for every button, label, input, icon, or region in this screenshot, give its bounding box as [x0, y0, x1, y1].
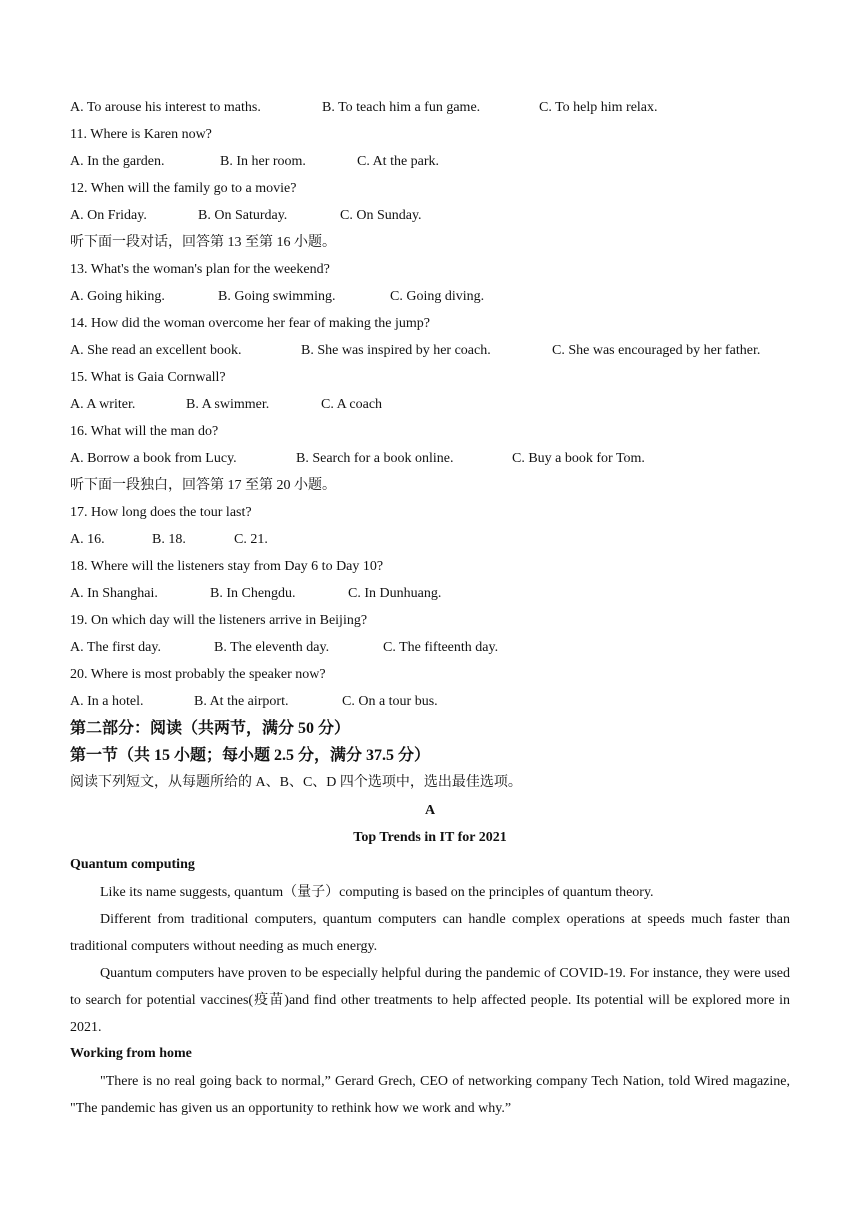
- q12-options: [70, 206, 422, 226]
- option-a: A. In Shanghai.: [70, 586, 158, 601]
- option-a: A. The first day.: [70, 640, 161, 655]
- option-a: A. In a hotel.: [70, 694, 144, 709]
- option-b: B. A swimmer.: [186, 397, 270, 412]
- question-15: 15. What is Gaia Cornwall?: [70, 370, 226, 385]
- question-16: 16. What will the man do?: [70, 424, 219, 439]
- q20-options: [70, 692, 438, 712]
- q14-options: [70, 341, 760, 361]
- question-12: 12. When will the family go to a movie?: [70, 181, 297, 196]
- option-b: B. In Chengdu.: [210, 586, 296, 601]
- option-b: B. In her room.: [220, 154, 306, 169]
- q16-options: [70, 449, 645, 469]
- q11-options: [70, 152, 439, 172]
- option-c: C. She was encouraged by her father.: [552, 343, 761, 358]
- instruction-17-20: 听下面一段独白，回答第 17 至第 20 小题。: [70, 478, 336, 493]
- question-13: 13. What's the woman's plan for the weekend?: [70, 262, 330, 277]
- option-b: B. Going swimming.: [218, 289, 336, 304]
- option-a: A. She read an excellent book.: [70, 343, 242, 358]
- question-19: 19. On which day will the listeners arrive in Beijing?: [70, 613, 368, 628]
- instruction-13-16: 听下面一段对话，回答第 13 至第 16 小题。: [70, 235, 336, 250]
- option-b: B. On Saturday.: [198, 208, 288, 223]
- part-two-heading: 第二部分：阅读（共两节，满分 50 分）: [70, 720, 351, 737]
- option-b: B. She was inspired by her coach.: [301, 343, 491, 358]
- q19-options: [70, 638, 498, 658]
- option-c: C. The fifteenth day.: [383, 640, 499, 655]
- question-11: 11. Where is Karen now?: [70, 127, 212, 142]
- option-c: C. To help him relax.: [539, 100, 658, 115]
- option-c: C. At the park.: [357, 154, 440, 169]
- paragraph-2: Different from traditional computers, quantum computers can handle complex operations at speeds much faster than traditional computers without needing as much energy.: [70, 912, 790, 954]
- option-a: A. Borrow a book from Lucy.: [70, 451, 237, 466]
- passage-letter: A: [424, 803, 436, 818]
- option-b: B. At the airport.: [194, 694, 289, 709]
- question-20: 20. Where is most probably the speaker now?: [70, 667, 326, 682]
- paragraph-3: Quantum computers have proven to be especially helpful during the pandemic of COVID-19. For instance, they were used to search for potential vaccines(疫苗)and find other treatments to help affected people. Its potential will be explored more in 2021.: [70, 966, 790, 1035]
- option-b: B. Search for a book online.: [296, 451, 454, 466]
- subheading-working-from-home: Working from home: [70, 1046, 192, 1061]
- subheading-quantum-computing: Quantum computing: [70, 857, 195, 872]
- option-a: A. On Friday.: [70, 208, 147, 223]
- option-a: A. To arouse his interest to maths.: [70, 100, 261, 115]
- paragraph-4: "There is no real going back to normal,” Gerard Grech, CEO of networking company Tech Nation, told Wired magazine, "The pandemic has given us an opportunity to rethink how we work and why.”: [70, 1074, 790, 1116]
- option-c: C. A coach: [321, 397, 383, 412]
- option-a: A. A writer.: [70, 397, 136, 412]
- question-17: 17. How long does the tour last?: [70, 505, 252, 520]
- q18-options: [70, 584, 441, 604]
- option-c: C. On Sunday.: [340, 208, 422, 223]
- option-c: C. In Dunhuang.: [348, 586, 442, 601]
- q10-options: [70, 98, 658, 118]
- passage-title: Top Trends in IT for 2021: [353, 830, 507, 845]
- option-a: A. 16.: [70, 532, 105, 547]
- paragraph-1: Like its name suggests, quantum（量子）computing is based on the principles of quantum theory.: [100, 885, 654, 900]
- option-a: A. In the garden.: [70, 154, 165, 169]
- section-one-heading: 第一节（共 15 小题；每小题 2.5 分，满分 37.5 分）: [70, 747, 431, 764]
- q15-options: [70, 395, 382, 415]
- question-14: 14. How did the woman overcome her fear of making the jump?: [70, 316, 431, 331]
- option-b: B. The eleventh day.: [214, 640, 330, 655]
- option-c: C. 21.: [234, 532, 268, 547]
- option-c: C. Going diving.: [390, 289, 485, 304]
- q17-options: [70, 530, 268, 550]
- option-a: A. Going hiking.: [70, 289, 165, 304]
- option-b: B. 18.: [152, 532, 186, 547]
- option-b: B. To teach him a fun game.: [322, 100, 481, 115]
- option-c: C. Buy a book for Tom.: [512, 451, 645, 466]
- option-c: C. On a tour bus.: [342, 694, 438, 709]
- reading-instruction: 阅读下列短文，从每题所给的 A、B、C、D 四个选项中，选出最佳选项。: [70, 775, 522, 790]
- question-18: 18. Where will the listeners stay from Day 6 to Day 10?: [70, 559, 384, 574]
- q13-options: [70, 287, 484, 307]
